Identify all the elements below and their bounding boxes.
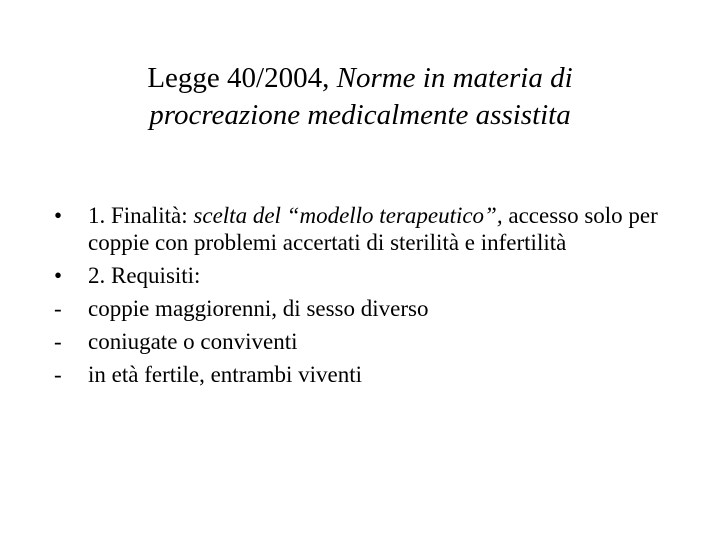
title-italic-part-1: Norme in materia di: [336, 62, 573, 94]
list-item-maggiorenni: [54, 295, 694, 322]
requisiti-text: 2. Requisiti:: [88, 263, 201, 288]
dash-marker: -: [54, 296, 62, 321]
title-line-2: procreazione medicalmente assistita: [149, 99, 571, 131]
finalita-italic: scelta del “modello terapeutico”,: [193, 203, 503, 228]
eta-fertile-text: in età fertile, entrambi viventi: [88, 362, 362, 387]
maggiorenni-text: coppie maggiorenni, di sesso diverso: [88, 296, 429, 321]
conviventi-text: coniugate o conviventi: [88, 329, 298, 354]
list-item-requisiti: [54, 262, 694, 289]
list-item-conviventi: [54, 328, 694, 355]
slide-title: [0, 60, 720, 134]
bullet-marker: •: [54, 263, 63, 288]
finalita-prefix: 1. Finalità:: [88, 203, 194, 228]
finalita-rest: accesso solo per coppie con problemi accertati di sterilità e infertilità: [88, 203, 658, 255]
list-item-eta-fertile: [54, 361, 694, 388]
dash-marker: -: [54, 362, 62, 387]
list-item-finalita: [54, 202, 694, 256]
title-line-1: [0, 60, 720, 97]
title-law-ref: Legge 40/2004,: [147, 62, 337, 94]
bullet-marker: •: [54, 203, 63, 228]
dash-marker: -: [54, 329, 62, 354]
slide-body: [54, 202, 694, 394]
